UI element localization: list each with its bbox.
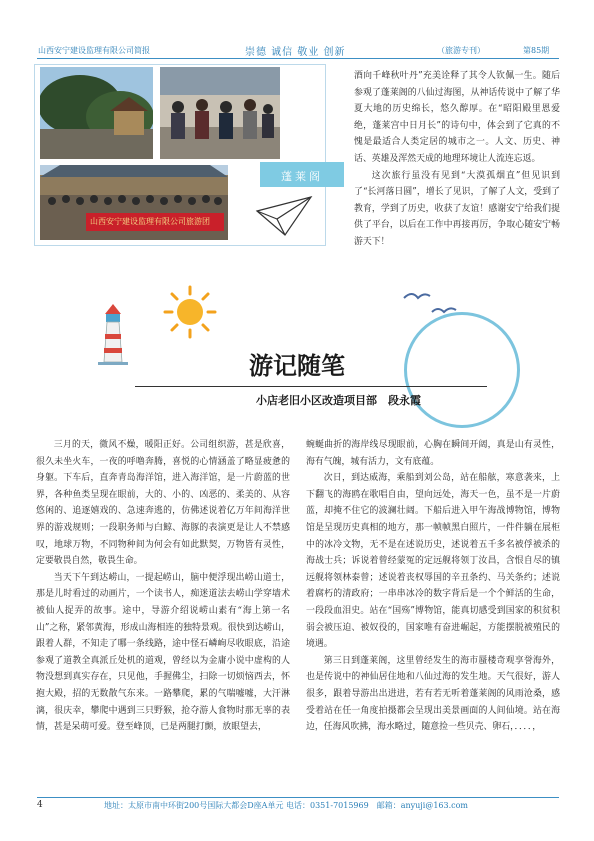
article-paragraph: 当天下午到达崂山，一提起崂山，脑中便浮现出崂山道士，那是儿时看过的动画片，一个读书人，痴迷道法去崂山学穿墙术被仙人捉弄的故事。途中，导游介绍说崂山素有“海上第一名山”之称，紧邻黄海，形成山海相连的独特景观。很快到达崂山，跟着人群，不知走了哪一条线路，途中怪石嶙峋尽收眼底，沿途参观了道教全真派丘处机的道观，曾经以为金庸小说中虚构的人物没想到真实存在，只见他，手握佛尘，扫除一切烦恼西去，怀抱大殿，招的无数散气东来。一路攀爬，累的气喘嘘嘘，大汗淋漓，很庆幸，攀爬中遇到三只野猴，抢夺游人食物时那无辜的表情，甚是呆萌可爱。登至峰顶，已是两腿打颤，放眼望去， [36,572,290,733]
paper-plane-icon [255,193,313,243]
header-rule [37,58,559,59]
right-top-paragraph: 这次旅行虽没有见到“大漠孤烟直”但见识到了“长河落日圆”，增长了见识，了解了人文，受到了教育，学到了历史，收获了友谊！感谢安宁给我们提供了平台，以后在工作中再接再厉，争取心随安宁畅游天下！ [354,170,560,247]
header-slogan: 崇德 诚信 敬业 创新 [245,47,346,58]
article-paragraph: 蜿蜒曲折的海岸线尽现眼前，心胸在瞬间开阔，真是山有灵性，海有气魄，城有活力，文有底蕴。 [306,440,560,467]
photo-street-group [160,67,280,159]
right-top-text [354,68,560,251]
footer-address: 地址：太原市南中环街200号国际大都会D座A单元 电话：0351-7015969 邮箱：anyuji@163.com [104,801,469,810]
header-company: 山西安宁建设监理有限公司简报 [38,46,150,55]
photo-lighthouse-tree [40,67,153,159]
article-paragraph: 次日，到达威海，乘船到刘公岛，站在船舷，寒意袭来，上下翻飞的海鸥在歌唱自由，望向远处，海天一色，虽不是一片蔚蓝，却掩不住它的波澜壮阔。下船后进入甲午海战博物馆，博物馆是呈现历史真相的地方，那一帧帧黑白照片，一件件躺在展柜中的冰冷文物，无不是在述说历史，述说着五千多名被俘被杀的海战士兵；诉说着曾经蒙冤的定远舰将领丁汝昌，含恨自尽的镇远舰将领林泰曾；述说着丧权辱国的辛丑条约、马关条约；述说着腐朽的清政府；一串串冰冷的数字背后是一个个鲜活的生命，一段段血泪史。站在“国殇”博物馆，能真切感受到国家的积贫积弱会被压迫、被奴役的，国家唯有奋进崛起，方能摆脱被殖民的境遇。 [306,473,560,650]
page-number: 4 [37,800,43,810]
article-title: 游记随笔 [249,351,345,380]
right-top-paragraph: 酒向千峰秋叶丹”充美诠释了其令人钦佩一生。随后参观了蓬莱阁的八仙过海图，从神话传说中了解了华夏大地的历史绵长，悠久醇厚。在“昭阳殿里恩爱绝，蓬莱宫中日月长”的诗句中，体会到了它真的不愧是最适合人类定居的城市之一。人文、历史、神话、英雄及浑然天成的地理环境让人流连忘返。 [354,71,560,164]
title-underline [135,386,487,387]
article-paragraph: 第三日到蓬莱阁，这里曾经发生的海市蜃楼奇观享誉海外，也是传说中的神仙居住地和八仙过海的发生地。天气很好，游人很多，跟着导游出出进进，若有若无听着蓬莱阁的风雨沧桑，感受着站在任一角度拍摄都会呈现出美景画面的人间仙境。站在海边，任海风吹拂，海水略过，随意捡一些贝壳、卵石，．．．．， [306,655,560,733]
header-special: （旅游专刊） [437,46,485,55]
sun-icon [162,284,218,344]
article-right-column [306,437,560,736]
photo-group-banner [40,165,228,240]
photo-caption: 蓬莱阁 [281,170,323,183]
article-left-column [36,437,290,736]
footer-rule [37,797,559,798]
group-banner-text: 山西安宁建设监理有限公司旅游团 [90,217,210,226]
header-issue: 第85期 [523,46,550,55]
article-paragraph: 三月的天，微风不燥，暖阳正好。公司组织游，甚是欣喜，很久未坐火车，一夜的呼噜奔腾，喜悦的心情涵盖了略显疲惫的身躯。下车后，直奔青岛海洋馆，进入海洋馆，是一片蔚蓝的世界，各种鱼类呈现在眼前，大的、小的、凶恶的、柔美的、从容悠闲的、追逐嬉戏的、急速奔逃的，仿佛述说着亿万年间海洋世界的游戏规则；一段职务师与白鲸、海豚的表演更是让人不禁感叹，地球万物，不同物种间为何会有如此默契，万物皆有灵性，定要敬畏自然，敬畏生命。 [36,440,290,567]
article-byline: 小店老旧小区改造项目部 段永霞 [256,394,421,407]
